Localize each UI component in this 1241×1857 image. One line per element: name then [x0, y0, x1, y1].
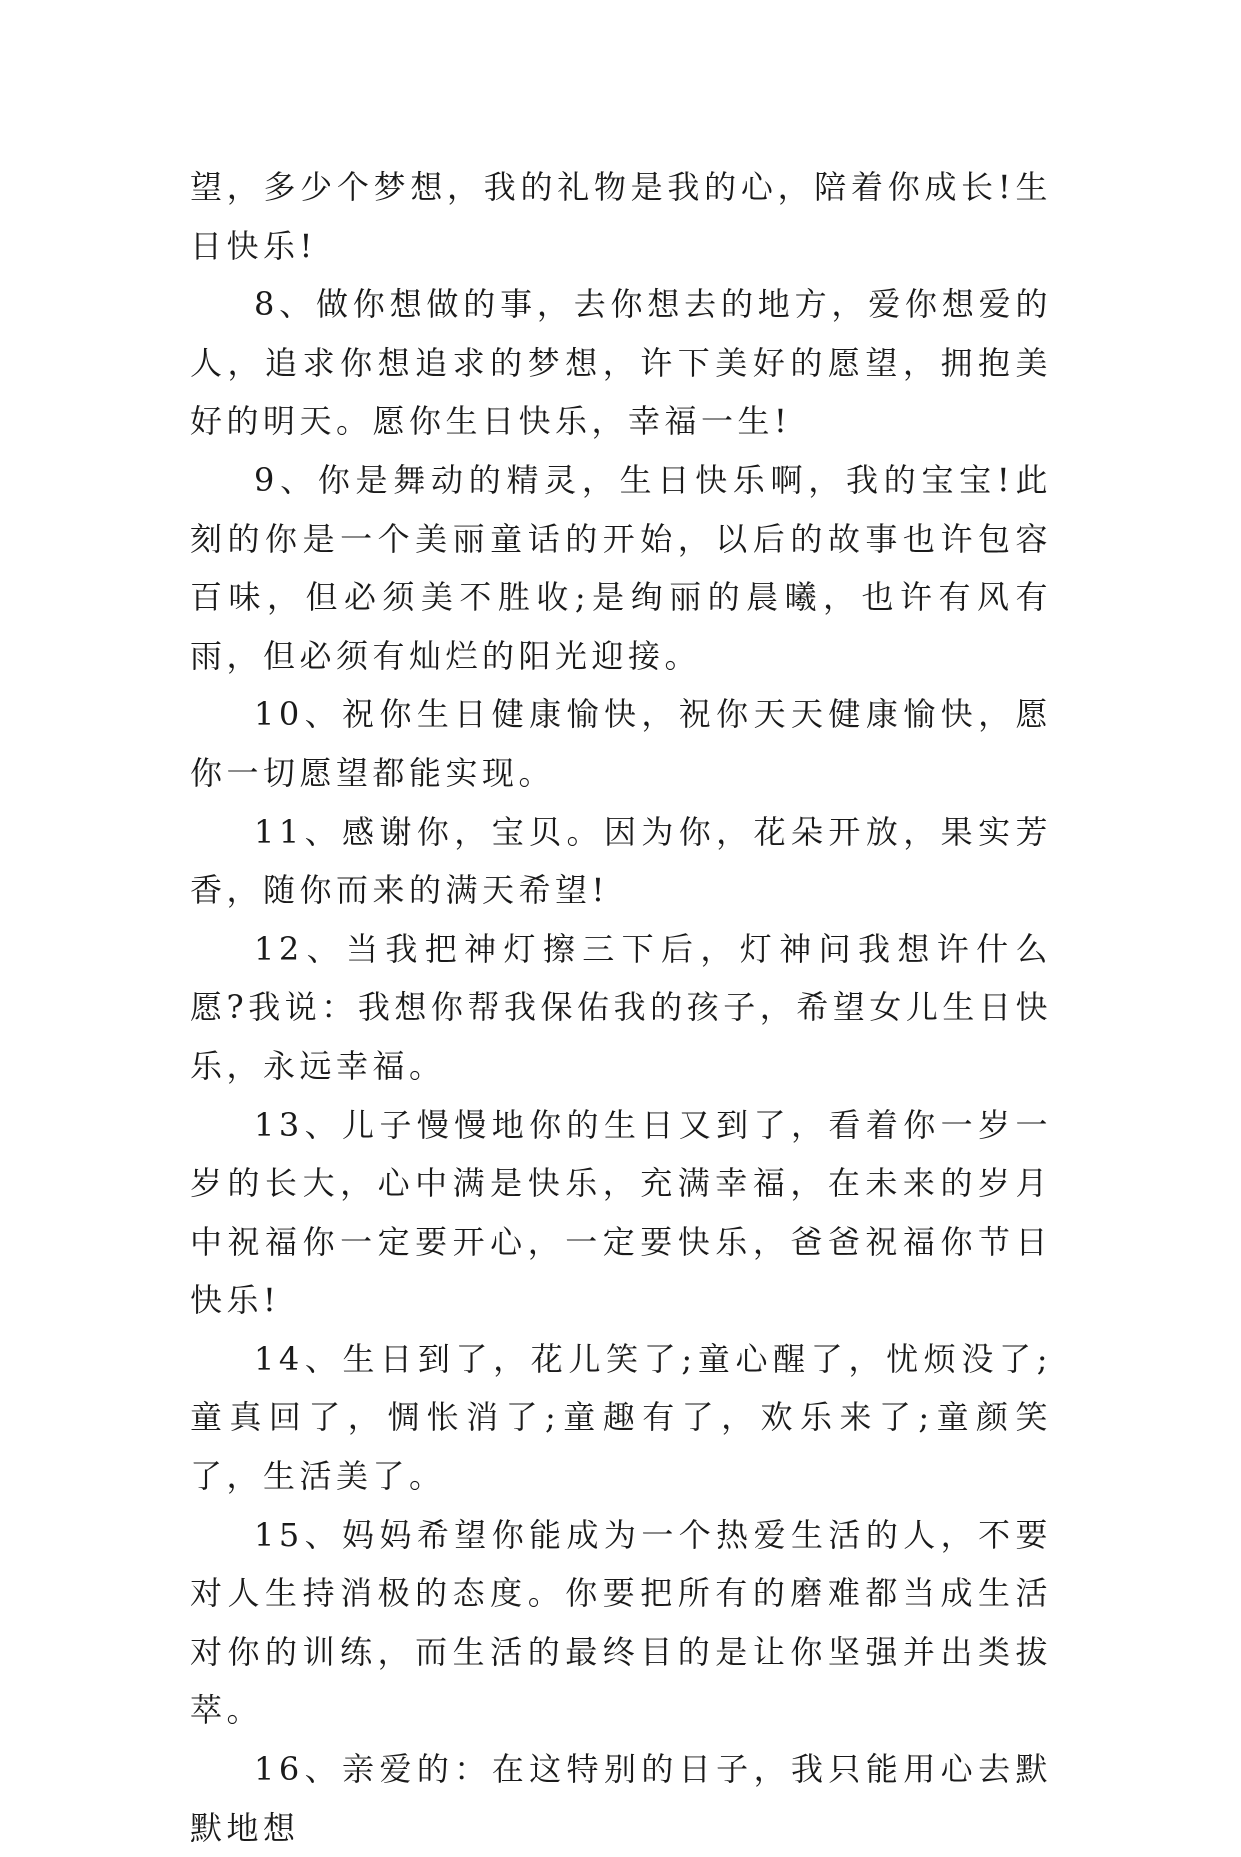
paragraph-item-10: 10、祝你生日健康愉快，祝你天天健康愉快，愿你一切愿望都能实现。 — [190, 695, 1052, 792]
paragraph-item-16: 16、亲爱的：在这特别的日子，我只能用心去默默地想 — [190, 1750, 1052, 1847]
paragraph-item-14: 14、生日到了，花儿笑了;童心醒了，忧烦没了;童真回了，惆怅消了;童趣有了，欢乐来了;童颜笑了，生活美了。 — [190, 1339, 1052, 1496]
paragraph-item-13: 13、儿子慢慢地你的生日又到了，看着你一岁一岁的长大，心中满是快乐，充满幸福，在未来的岁月中祝福你一定要开心，一定要快乐，爸爸祝福你节日快乐! — [190, 1105, 1052, 1320]
paragraph-item-8: 8、做你想做的事，去你想去的地方，爱你想爱的人，追求你想追求的梦想，许下美好的愿望，拥抱美好的明天。愿你生日快乐，幸福一生! — [190, 285, 1052, 441]
document-page — [190, 158, 1052, 1857]
paragraph-item-15: 15、妈妈希望你能成为一个热爱生活的人，不要对人生持消极的态度。你要把所有的磨难都当成生活对你的训练，而生活的最终目的是让你坚强并出类拔萃。 — [190, 1515, 1052, 1730]
paragraph-item-12: 12、当我把神灯擦三下后，灯神问我想许什么愿?我说：我想你帮我保佑我的孩子，希望女儿生日快乐，永远幸福。 — [190, 929, 1052, 1085]
paragraph-item-9: 9、你是舞动的精灵，生日快乐啊，我的宝宝!此刻的你是一个美丽童话的开始，以后的故事也许包容百味，但必须美不胜收;是绚丽的晨曦，也许有风有雨，但必须有灿烂的阳光迎接。 — [190, 460, 1052, 675]
paragraph-continuation: 望，多少个梦想，我的礼物是我的心，陪着你成长!生日快乐! — [190, 168, 1052, 265]
paragraph-item-11: 11、感谢你，宝贝。因为你，花朵开放，果实芳香，随你而来的满天希望! — [190, 812, 1052, 910]
